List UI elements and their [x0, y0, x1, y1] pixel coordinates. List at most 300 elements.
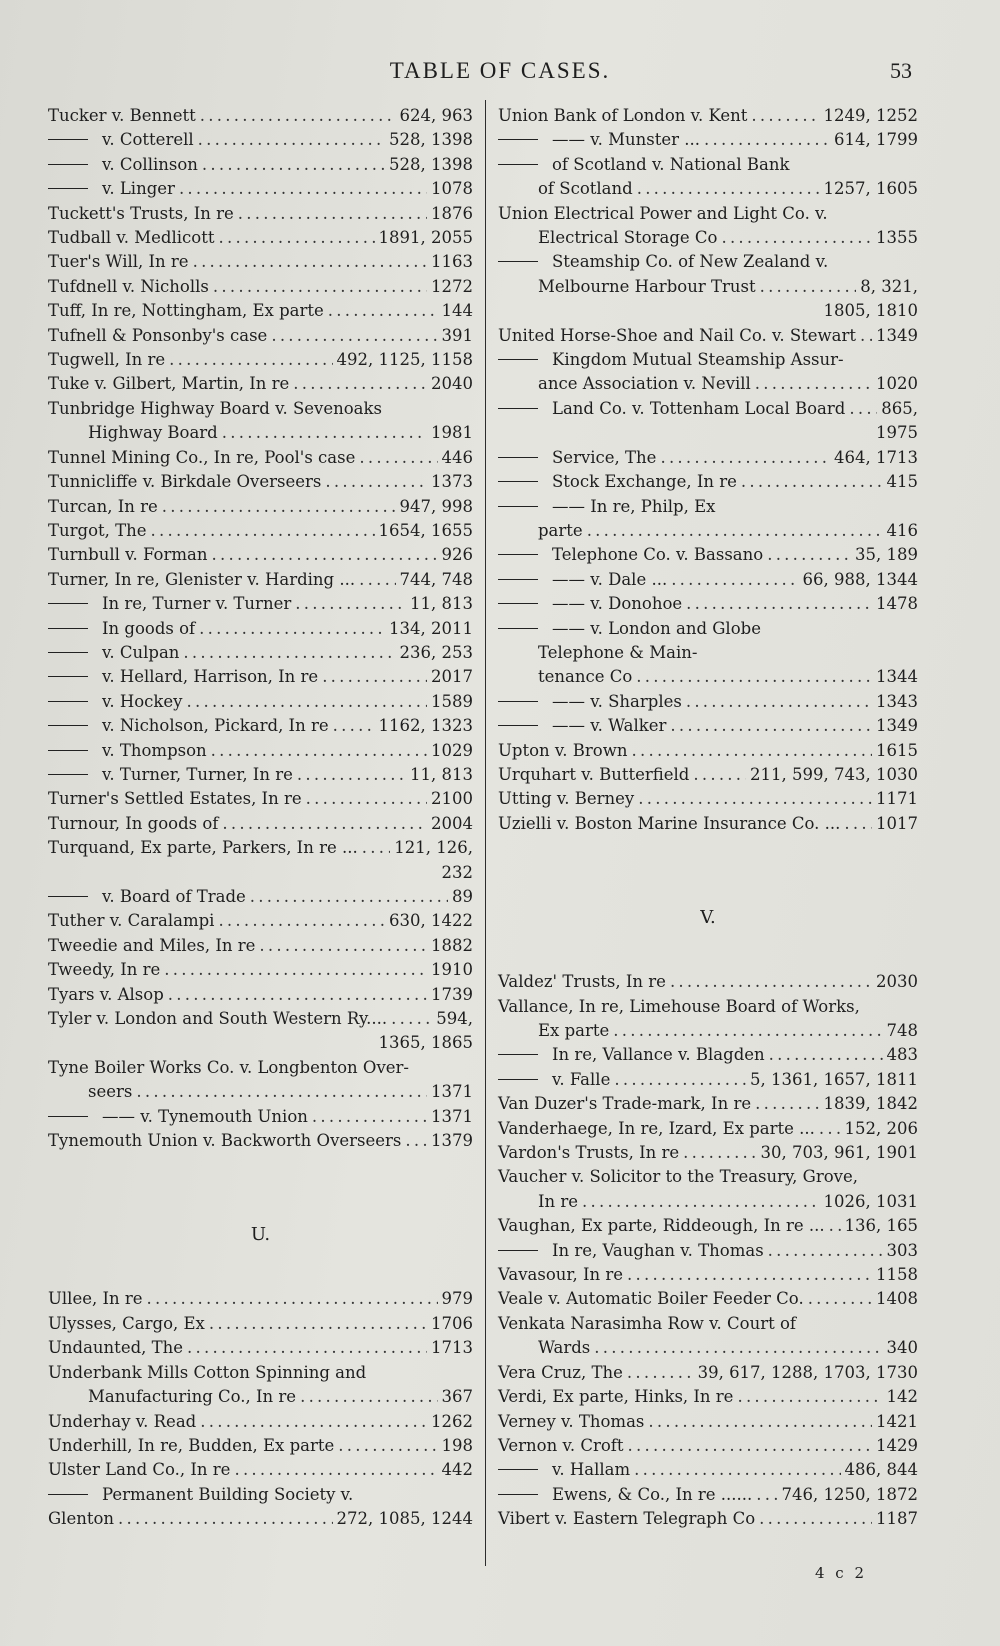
dot-leader	[704, 128, 830, 152]
dot-leader	[613, 1019, 882, 1043]
index-entry	[48, 519, 473, 543]
index-entry	[498, 1117, 918, 1141]
page-references: 1349	[876, 716, 918, 736]
index-entry	[48, 1434, 473, 1458]
dot-leader	[636, 665, 872, 689]
page-references: 1272	[431, 276, 473, 296]
index-entry	[48, 909, 473, 933]
dot-leader	[259, 934, 427, 958]
entry-title: Vernon v. Croft	[498, 1435, 624, 1455]
ditto-dash	[498, 1469, 538, 1470]
ditto-dash	[48, 603, 88, 604]
dot-leader	[391, 1007, 432, 1031]
page-number: 53	[890, 58, 912, 83]
index-entry	[498, 421, 918, 445]
dot-leader	[594, 1336, 882, 1360]
dot-leader	[670, 970, 872, 994]
page-references: 1017	[876, 813, 918, 833]
entry-title: Undaunted, The	[48, 1338, 184, 1358]
dot-leader	[198, 128, 385, 152]
page-references: 1365, 1865	[378, 1033, 473, 1053]
entry-title: In goods of	[102, 618, 196, 638]
page-references: 1654, 1655	[378, 520, 473, 540]
dot-leader	[756, 1483, 777, 1507]
page-references: 926	[441, 545, 473, 565]
entry-title: Tweedy, In re	[48, 960, 161, 980]
dot-leader	[218, 226, 374, 250]
page-references: 211, 599, 743, 1030	[750, 764, 918, 784]
dot-leader	[686, 690, 872, 714]
index-entry	[48, 934, 473, 958]
page-references: 152, 206	[844, 1118, 918, 1138]
ditto-dash	[48, 628, 88, 629]
dot-leader	[164, 958, 427, 982]
entry-title: —— In re, Philp, Ex	[552, 496, 716, 516]
page-references: 1882	[431, 935, 473, 955]
dot-leader	[660, 446, 830, 470]
dot-leader	[808, 1287, 872, 1311]
dot-leader	[187, 1336, 427, 1360]
index-entry	[48, 714, 473, 738]
page-references: 2017	[431, 667, 473, 687]
index-entry	[498, 1483, 918, 1507]
page-references: 1158	[876, 1265, 918, 1285]
index-entry	[498, 372, 918, 396]
index-entry	[48, 836, 473, 860]
page-references: 121, 126,	[394, 838, 473, 858]
index-entry	[498, 1239, 918, 1263]
page-references: 2004	[431, 813, 473, 833]
page-title: TABLE OF CASES.	[389, 58, 611, 83]
page-references: 464, 1713	[834, 447, 918, 467]
entry-title: Veale v. Automatic Boiler Feeder Co.	[498, 1289, 804, 1309]
entry-title: v. Board of Trade	[102, 887, 246, 906]
index-entry	[498, 665, 918, 689]
page-references: 236, 253	[399, 642, 473, 662]
index-entry	[498, 446, 918, 470]
entry-title: Kingdom Mutual Steamship Assur-	[552, 350, 844, 370]
entry-title: Stock Exchange, In re	[552, 472, 737, 492]
dot-leader	[670, 714, 872, 738]
entry-title: Verdi, Ex parte, Hinks, In re	[498, 1387, 734, 1407]
index-entry	[498, 275, 918, 299]
ditto-dash	[498, 408, 538, 409]
dot-leader	[169, 348, 332, 372]
ditto-dash	[48, 725, 88, 726]
entry-title: Service, The	[552, 447, 657, 467]
ditto-dash	[498, 701, 538, 702]
index-entry	[48, 226, 473, 250]
entry-title: Tunbridge Highway Board v. Sevenoaks	[48, 398, 382, 418]
entry-title: In re, Vaughan v. Thomas	[552, 1240, 764, 1260]
index-entry	[498, 641, 918, 665]
page-references: 8, 321,	[860, 276, 918, 296]
entry-title: Land Co. v. Tottenham Local Board	[552, 398, 846, 418]
index-entry	[48, 348, 473, 372]
index-entry	[48, 1507, 473, 1531]
dot-leader	[295, 592, 406, 616]
dot-leader	[741, 470, 883, 494]
ditto-dash	[498, 1079, 538, 1080]
index-entry	[498, 970, 918, 994]
index-entry	[48, 617, 473, 641]
index-entry	[498, 519, 918, 543]
dot-leader	[338, 1434, 437, 1458]
entry-title: Verney v. Thomas	[498, 1411, 645, 1431]
page-references: 947, 998	[399, 496, 473, 516]
index-entry	[498, 153, 918, 177]
entry-title: tenance Co	[538, 667, 633, 687]
page-references: 416	[886, 520, 918, 540]
page-references: 614, 1799	[834, 130, 918, 150]
dot-leader	[671, 568, 798, 592]
entry-title: Melbourne Harbour Trust	[538, 276, 756, 296]
entry-title: Steamship Co. of New Zealand v.	[552, 252, 829, 272]
index-entry	[48, 1031, 473, 1055]
index-entry	[498, 1385, 918, 1409]
entry-title: v. Hellard, Harrison, In re	[102, 667, 319, 687]
entry-title: v. Nicholson, Pickard, In re	[102, 716, 329, 736]
page-references: 1379	[431, 1131, 473, 1151]
entry-title: v. Hallam	[552, 1460, 631, 1480]
page-references: 1373	[431, 472, 473, 492]
page-references: 1355	[876, 228, 918, 248]
entry-title: Tuther v. Caralampi	[48, 911, 215, 931]
entry-title: Ewens, & Co., In re ......	[552, 1484, 753, 1504]
entry-title: In re, Vallance v. Blagden	[552, 1045, 765, 1065]
entry-title: United Horse-Shoe and Nail Co. v. Stewart	[498, 325, 857, 345]
entry-title: Turcan, In re	[48, 496, 158, 516]
ditto-dash	[48, 188, 88, 189]
ditto-dash	[48, 896, 88, 897]
entry-title: Union Electrical Power and Light Co. v.	[498, 203, 828, 223]
index-entry	[498, 1068, 918, 1092]
entry-title: Venkata Narasimha Row v. Court of	[498, 1313, 797, 1333]
dot-leader	[648, 1410, 872, 1434]
entry-title: Tugwell, In re	[48, 350, 166, 370]
entry-title: Underbank Mills Cotton Spinning and	[48, 1362, 367, 1382]
ditto-dash	[498, 603, 538, 604]
index-entry	[48, 690, 473, 714]
index-entry	[498, 1361, 918, 1385]
entry-title: Tufdnell v. Nicholls	[48, 276, 209, 296]
index-entry	[498, 397, 918, 421]
ditto-dash	[48, 652, 88, 653]
dot-leader	[209, 1312, 427, 1336]
index-entry	[498, 250, 918, 274]
entry-title: Underhill, In re, Budden, Ex parte	[48, 1435, 335, 1455]
page-references: 2030	[876, 972, 918, 992]
page-references: 391	[441, 325, 473, 345]
dot-leader	[183, 641, 395, 665]
entry-title: Tuer's Will, In re	[48, 252, 189, 272]
page-references: 1371	[431, 1106, 473, 1126]
dot-leader	[211, 739, 427, 763]
page-references: 1739	[431, 984, 473, 1004]
ditto-dash	[498, 164, 538, 165]
page-references: 744, 748	[399, 569, 473, 589]
page-references: 483	[886, 1045, 918, 1065]
page-references: 1163	[431, 252, 473, 272]
entry-title: Turner's Settled Estates, In re	[48, 789, 302, 809]
entry-title: Permanent Building Society v.	[102, 1484, 354, 1504]
entry-title: Telephone Co. v. Bassano	[552, 545, 764, 565]
index-entry	[48, 1056, 473, 1080]
dot-leader	[168, 983, 427, 1007]
entry-title: Ulster Land Co., In re	[48, 1460, 231, 1480]
index-entry	[48, 153, 473, 177]
dot-leader	[328, 299, 438, 323]
ditto-dash	[498, 261, 538, 262]
index-entry	[498, 1336, 918, 1360]
ditto-dash	[48, 750, 88, 751]
dot-leader	[333, 714, 375, 738]
index-entry	[48, 885, 473, 909]
index-entry	[48, 275, 473, 299]
index-entry	[48, 592, 473, 616]
dot-leader	[362, 836, 391, 860]
entry-title: of Scotland	[538, 179, 633, 199]
entry-title: Tyars v. Alsop	[48, 984, 164, 1004]
page-references: 367	[441, 1387, 473, 1407]
ditto-dash	[498, 554, 538, 555]
entry-title: Tyler v. London and South Western Ry....	[48, 1009, 388, 1029]
index-entry	[498, 1458, 918, 1482]
page-references: 528, 1398	[389, 130, 473, 150]
page-references: 1371	[431, 1082, 473, 1102]
index-entry	[48, 1410, 473, 1434]
entry-title: v. Cotterell	[102, 130, 194, 150]
page-references: 865,	[881, 398, 918, 418]
dot-leader	[222, 812, 427, 836]
index-entry	[48, 739, 473, 763]
index-entry	[48, 1312, 473, 1336]
page-references: 1262	[431, 1411, 473, 1431]
index-entry	[48, 250, 473, 274]
dot-leader	[250, 885, 448, 909]
dot-leader	[405, 1129, 427, 1153]
entry-title: —— v. London and Globe	[552, 618, 761, 638]
index-entry	[48, 641, 473, 665]
index-entry	[498, 1043, 918, 1067]
page-references: 1478	[876, 594, 918, 614]
entry-title: Tynemouth Union v. Backworth Overseers	[48, 1131, 402, 1151]
entry-title: of Scotland v. National Bank	[552, 154, 790, 174]
page-references: 746, 1250, 1872	[781, 1484, 918, 1504]
entry-title: Vardon's Trusts, In re	[498, 1143, 680, 1163]
index-entry	[48, 1336, 473, 1360]
index-entry	[48, 128, 473, 152]
entry-title: seers	[88, 1082, 133, 1102]
entry-title: Underhay v. Read	[48, 1411, 197, 1431]
page-references: 303	[886, 1240, 918, 1260]
dot-leader	[359, 568, 395, 592]
index-entry	[498, 1287, 918, 1311]
entry-title: Tucker v. Bennett	[48, 106, 196, 125]
page-references: 528, 1398	[389, 154, 473, 174]
entry-title: —— v. Walker	[552, 716, 667, 736]
index-entry	[48, 787, 473, 811]
entry-title: parte	[538, 520, 583, 540]
entry-title: Van Duzer's Trade-mark, In re	[498, 1094, 752, 1114]
page-references: 492, 1125, 1158	[336, 350, 473, 370]
entry-title: Vera Cruz, The	[498, 1362, 623, 1382]
page-references: 30, 703, 961, 1901	[760, 1143, 918, 1163]
dot-leader	[819, 1117, 841, 1141]
entry-title: Vanderhaege, In re, Izard, Ex parte ...	[498, 1118, 815, 1138]
page-references: 66, 988, 1344	[802, 569, 918, 589]
page-references: 748	[886, 1021, 918, 1040]
dot-leader	[760, 275, 857, 299]
dot-leader	[359, 446, 437, 470]
index-entry	[48, 861, 473, 885]
dot-leader	[179, 177, 427, 201]
page-references: 1162, 1323	[378, 716, 473, 736]
dot-leader	[306, 787, 427, 811]
dot-leader	[136, 1080, 427, 1104]
ditto-dash	[48, 701, 88, 702]
entry-title: Highway Board	[88, 423, 218, 443]
page-references: 1706	[431, 1313, 473, 1333]
dot-leader	[683, 1141, 756, 1165]
ditto-dash	[498, 1250, 538, 1251]
entry-title: Tyne Boiler Works Co. v. Longbenton Over-	[48, 1057, 410, 1077]
page-references: 1343	[876, 691, 918, 711]
page-references: 1421	[876, 1411, 918, 1431]
page-references: 35, 189	[855, 545, 918, 565]
page-references: 1026, 1031	[823, 1191, 918, 1211]
dot-leader	[686, 592, 872, 616]
page-references: 1839, 1842	[823, 1094, 918, 1114]
index-entry	[48, 372, 473, 396]
index-entry	[48, 202, 473, 226]
index-entry	[498, 324, 918, 348]
dot-leader	[638, 787, 872, 811]
index-entry	[48, 299, 473, 323]
dot-leader	[849, 397, 877, 421]
section-letter: U.	[250, 1224, 271, 1246]
entry-title: ance Association v. Nevill	[538, 374, 751, 394]
dot-leader	[759, 1507, 872, 1531]
page-references: 39, 617, 1288, 1703, 1730	[697, 1362, 918, 1382]
index-entry	[48, 812, 473, 836]
dot-leader	[737, 1385, 882, 1409]
dot-leader	[829, 1214, 841, 1238]
ditto-dash	[498, 579, 538, 580]
page-references: 1249, 1252	[823, 106, 918, 125]
index-entry	[498, 1214, 918, 1238]
entry-title: v. Linger	[102, 179, 175, 199]
entry-title: v. Falle	[552, 1069, 611, 1089]
dot-leader	[844, 812, 872, 836]
ditto-dash	[498, 457, 538, 458]
dot-leader	[218, 909, 385, 933]
entry-title: Manufacturing Co., In re	[88, 1387, 297, 1407]
right-column	[498, 104, 918, 1532]
ditto-dash	[48, 1116, 88, 1117]
ditto-dash	[48, 1494, 88, 1495]
index-entry	[48, 1105, 473, 1129]
page-references: 2040	[431, 374, 473, 394]
entry-title: Tweedie and Miles, In re	[48, 935, 256, 955]
entry-title: v. Culpan	[102, 642, 180, 662]
dot-leader	[199, 617, 385, 641]
dot-leader	[693, 763, 746, 787]
index-entry	[498, 348, 918, 372]
page-header	[0, 58, 1000, 88]
dot-leader	[631, 739, 872, 763]
index-entry	[48, 1385, 473, 1409]
entry-title: Vavasour, In re	[498, 1265, 624, 1285]
page-references: 442	[441, 1460, 473, 1480]
entry-title: Utting v. Berney	[498, 789, 635, 809]
entry-title: v. Turner, Turner, In re	[102, 764, 293, 784]
index-entry	[498, 202, 918, 226]
ditto-dash	[498, 1054, 538, 1055]
entry-title: Vallance, In re, Limehouse Board of Works,	[498, 996, 860, 1016]
index-entry	[48, 1458, 473, 1482]
entry-title: Telephone & Main-	[538, 642, 698, 662]
entry-title: Wards	[538, 1338, 591, 1358]
entry-title: Tufnell & Ponsonby's case	[48, 325, 268, 345]
ditto-dash	[498, 506, 538, 507]
page-references: 1078	[431, 179, 473, 199]
dot-leader	[193, 250, 427, 274]
index-entry	[48, 104, 473, 128]
dot-leader	[271, 324, 437, 348]
index-entry	[498, 495, 918, 519]
dot-leader	[721, 226, 872, 250]
page-references: 1589	[431, 691, 473, 711]
page-references: 1344	[876, 667, 918, 687]
dot-leader	[755, 372, 872, 396]
page-references: 594,	[436, 1009, 473, 1029]
index-entry	[498, 995, 918, 1019]
dot-leader	[234, 1458, 437, 1482]
entry-title: Tuff, In re, Nottingham, Ex parte	[48, 301, 324, 321]
entry-title: Tuckett's Trusts, In re	[48, 203, 234, 223]
index-entry	[498, 714, 918, 738]
entry-title: Ulysses, Cargo, Ex	[48, 1313, 205, 1333]
index-entry	[48, 177, 473, 201]
page-references: 11, 813	[410, 594, 473, 614]
dot-leader	[118, 1507, 332, 1531]
index-entry	[498, 1092, 918, 1116]
dot-leader	[582, 1190, 819, 1214]
page-references: 1029	[431, 740, 473, 760]
entry-title: —— v. Munster ...	[552, 130, 700, 150]
index-entry	[498, 690, 918, 714]
page-references: 1187	[876, 1509, 918, 1529]
index-entry	[498, 543, 918, 567]
entry-title: In re	[538, 1191, 579, 1211]
page-references: 340	[886, 1338, 918, 1358]
entry-title: —— v. Dale ...	[552, 569, 668, 589]
page-references: 1876	[431, 203, 473, 223]
dot-leader	[637, 177, 820, 201]
index-entry	[48, 763, 473, 787]
dot-leader	[587, 519, 883, 543]
index-entry	[498, 739, 918, 763]
column-divider	[485, 100, 486, 1566]
entry-title: v. Collinson	[102, 154, 198, 174]
dot-leader	[202, 153, 385, 177]
page-references: 1713	[431, 1338, 473, 1358]
dot-leader	[627, 1361, 694, 1385]
index-entry	[48, 421, 473, 445]
index-entry	[48, 665, 473, 689]
dot-leader	[211, 543, 437, 567]
